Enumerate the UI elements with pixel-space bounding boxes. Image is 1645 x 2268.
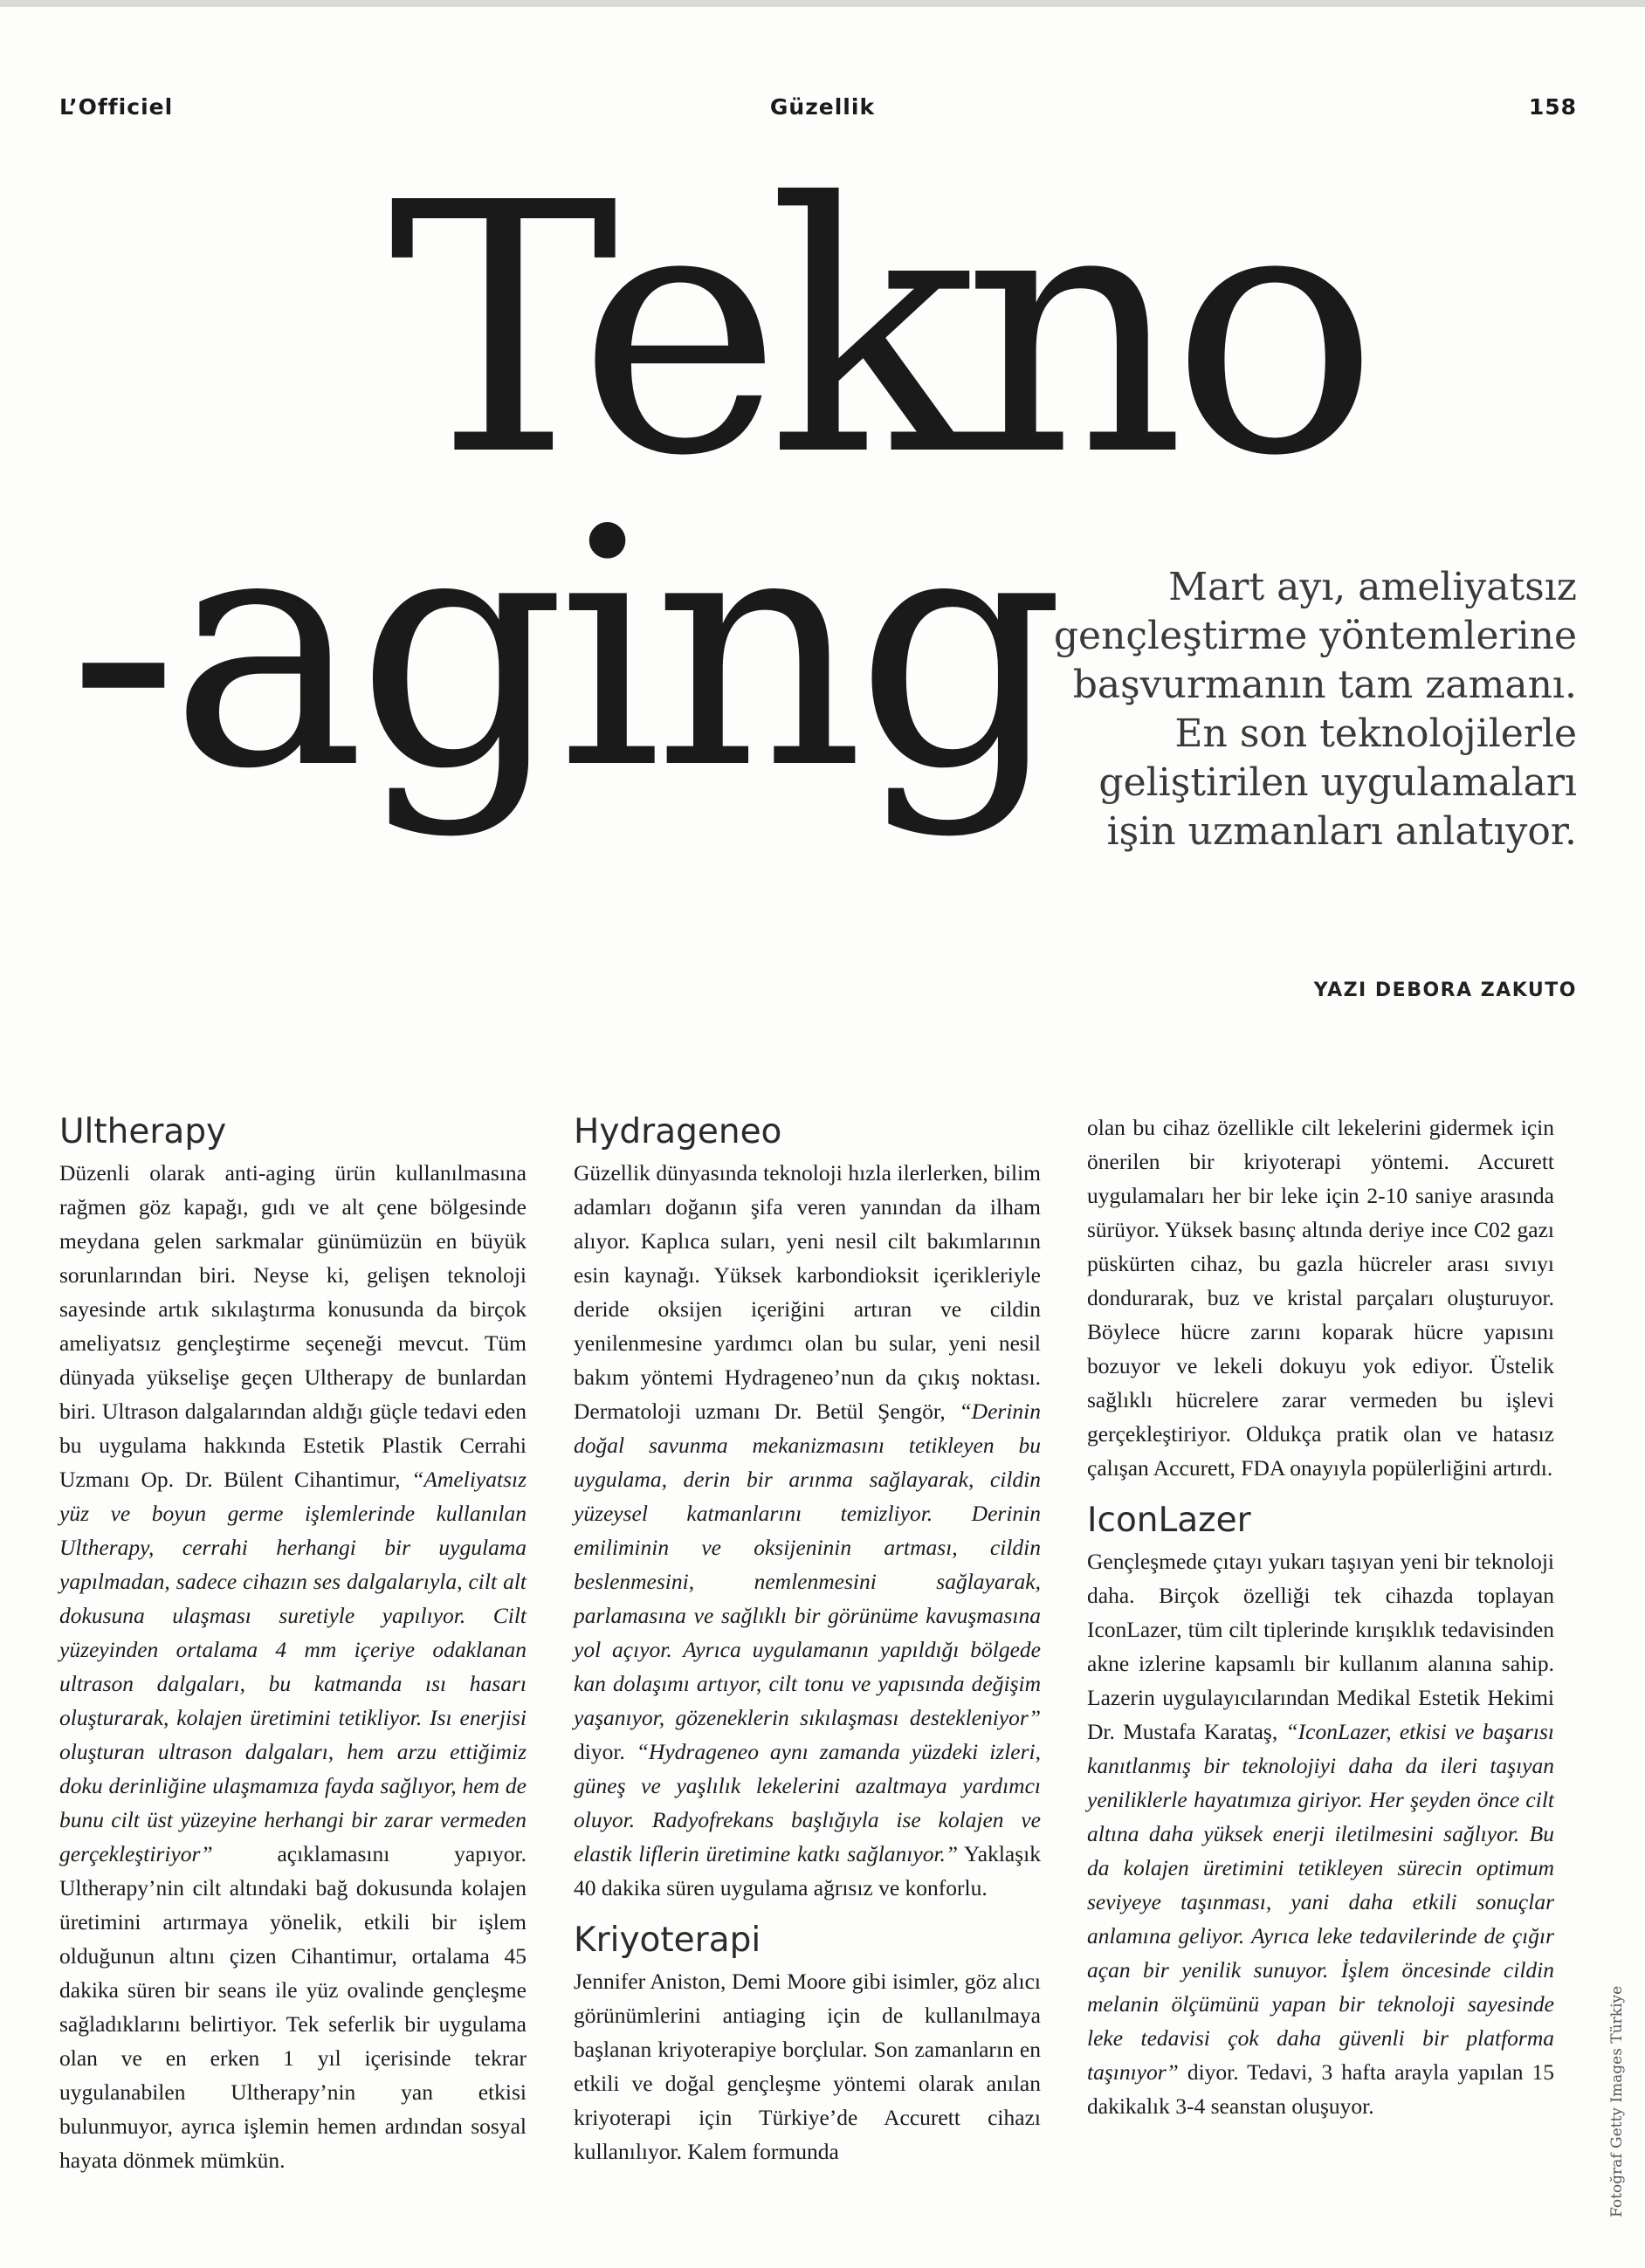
hydrageneo-text: Güzellik dünyasında teknoloji hızla ilerlerken, bilim adamları doğanın şifa veren yanından da ilham alıyor. Kaplıca suları, yeni nesil cilt bakımlarının esin kaynağı. Yüksek karbondioksit içerikleriyle deride oksijen içeriğini artıran ve cildin yenilenmesine yardımcı olan bu sular, yeni nesil bakım yöntemi Hydrageneo’nun da çıkış noktası. Dermatoloji uzmanı Dr. Betül Şengör,	[574, 1160, 1041, 1424]
hydrageneo-quote-1: “Derinin doğal savunma mekanizmasını tetikleyen bu uygulama, derin bir arınma sağlayarak, cildin yüzeysel katmanlarını temizliyor. Derinin emiliminin ve oksijeninin artması, cildin beslenmesini, nemlenmesini sağlayarak, parlamasına ve sağlıklı bir görünüme kavuşmasına yol açıyor. Ayrıca uygulamanın yapıldığı bölgede kan dolaşımı artıyor, cilt tonu ve yapısında değişim yaşanıyor, gözeneklerin sıkılaşması destekleniyor”	[574, 1399, 1041, 1730]
section-name: Güzellik	[769, 94, 876, 120]
page-number: 158	[1528, 94, 1577, 120]
hydrageneo-text-mid: diyor.	[574, 1739, 637, 1764]
section-body-kriyoterapi-continued: olan bu cihaz özellikle cilt lekelerini gidermek için önerilen bir kriyoterapi yöntemi. Accurett uygulamaları her bir leke için 2-10 saniye arasında sürüyor. Yüksek basınç altında deriye ince C02 gazı püskürten cihaz, bu gazla hücreler arası sıvıyı dondurarak, buz ve kristal parçaları oluşturuyor. Böylece hücre zarını koparak hücre yapısını bozuyor ve lekeli dokuyu yok ediyor. Üstelik sağlıklı hücrelere zarar vermeden bu işlevi gerçekleştiriyor. Oldukça pratik olan ve hatasız çalışan Accurett, FDA onayıyla popülerliğini artırdı.	[1087, 1115, 1554, 1481]
section-heading-ultherapy: Ultherapy	[59, 1112, 227, 1151]
hydrageneo-quote-2: “Hydrageneo aynı zamanda yüzdeki izleri, güneş ve yaşlılık lekelerini azaltmaya yardımcı oluyor. Radyofrekans başlığıyla ise kolajen ve elastik liflerin üretimine katkı sağlanıyor.”	[574, 1739, 1041, 1866]
section-body-kriyoterapi: Jennifer Aniston, Demi Moore gibi isimler, göz alıcı görünümlerini antiaging için de kullanılmaya başlanan kriyoterapiye borçlular. Son zamanların en etkili ve doğal gençleşme yöntemi olarak anılan kriyoterapi için Türkiye’de Accurett cihazı kullanılıyor. Kalem formunda	[574, 1969, 1041, 2164]
iconlazer-text: Gençleşmede çıtayı yukarı taşıyan yeni bir teknoloji daha. Birçok özelliği tek cihazda toplayan IconLazer, tüm cilt tiplerinde kırışıklık tedavisinden akne izlerine kapsamlı bir kullanım alanına sahip. Lazerin uygulayıcılarından Medikal Estetik Hekimi Dr. Mustafa Karataş,	[1087, 1549, 1554, 1744]
section-heading-hydrageneo: Hydrageneo	[574, 1112, 782, 1151]
title-line-1: Tekno	[389, 130, 1366, 532]
article-column-3	[1087, 1110, 1554, 2123]
section-body-ultherapy	[59, 1156, 527, 2177]
hydrageneo-text-end: Yaklaşık 40 dakika süren uygulama ağrısız ve konforlu.	[574, 1841, 1041, 1900]
article-column-1	[59, 1110, 527, 2177]
title-line-2: -aging	[68, 460, 1057, 841]
byline: YAZI DEBORA ZAKUTO	[1313, 979, 1577, 1001]
ultherapy-text: Düzenli olarak anti-aging ürün kullanılmasına rağmen göz kapağı, gıdı ve alt çene bölgesinde meydana gelen sarkmalar günümüzün en büyük sorunlarından biri. Neyse ki, gelişen teknoloji sayesinde artık sıkılaştırma konusunda da birçok ameliyatsız gençleştirme seçeneği mevcut. Tüm dünyada yükselişe geçen Ultherapy de bunlardan biri. Ultrason dalgalarından aldığı güçle tedavi eden bu uygulama hakkında Estetik Plastik Cerrahi Uzmanı Op. Dr. Bülent Cihantimur,	[59, 1160, 527, 1492]
section-body-iconlazer	[1087, 1544, 1554, 2123]
photo-credit: Fotoğraf Getty Images Türkiye	[1608, 1985, 1626, 2217]
magazine-name: L’Officiel	[59, 94, 174, 120]
ultherapy-text-end: açıklamasını yapıyor. Ultherapy’nin cilt altındaki bağ dokusunda kolajen üretimini artırmaya yönelik, etkili bir işlem olduğunun altını çizen Cihantimur, ortalama 45 dakika süren bir seans ile yüz ovalinde gençleşme sağladıklarını belirtiyor. Tek seferlik bir uygulama olan ve en erken 1 yıl içerisinde tekrar uygulanabilen Ultherapy’nin yan etkisi bulunmuyor, ayrıca işlemin hemen ardından sosyal hayata dönmek mümkün.	[59, 1841, 527, 2173]
section-heading-iconlazer: IconLazer	[1087, 1501, 1251, 1540]
iconlazer-quote: “IconLazer, etkisi ve başarısı kanıtlanmış bir teknolojiyi daha da ileri taşıyan yeniliklerle hayatımıza giriyor. Her şeyden önce cilt altına daha yüksek enerji iletilmesini sağlıyor. Bu da kolajen üretimini tetikleyen sürecin optimum seviyeye taşınması, yani daha etkili sonuçlar anlamına geliyor. Ayrıca leke tedavilerinde de çığır açan bir yenilik sunuyor. İşlem öncesinde cildin melanin ölçümünü yapan bir teknoloji sayesinde leke tedavisi çok daha güvenli bir platforma taşınıyor”	[1087, 1719, 1554, 2085]
iconlazer-text-end: diyor. Tedavi, 3 hafta arayla yapılan 15 dakikalık 3-4 seanstan oluşuyor.	[1087, 2059, 1554, 2119]
top-edge-rule	[0, 0, 1645, 7]
article-column-2	[574, 1110, 1041, 2168]
section-heading-kriyoterapi: Kriyoterapi	[574, 1921, 761, 1960]
article-deck: Mart ayı, ameliyatsız gençleştirme yöntemlerine başvurmanın tam zamanı. En son teknolojilerle geliştirilen uygulamaları işin uzmanları anlatıyor.	[1053, 565, 1577, 854]
section-body-hydrageneo	[574, 1156, 1041, 1905]
ultherapy-quote: “Ameliyatsız yüz ve boyun germe işlemlerinde kullanılan Ultherapy, cerrahi herhangi bir uygulama yapılmadan, sadece cihazın ses dalgalarıyla, cilt alt dokusuna ulaşması suretiyle yapılıyor. Cilt yüzeyinden ortalama 4 mm içeriye odaklanan ultrason dalgaları, bu katmanda ısı hasarı oluşturarak, kolajen üretimini tetikliyor. Isı enerjisi oluşturan ultrason dalgaları, hem arzu ettiğimiz doku derinliğine ulaşmamıza fayda sağlıyor, hem de bunu cilt üst yüzeyine herhangi bir zarar vermeden gerçekleştiriyor”	[59, 1467, 527, 1866]
